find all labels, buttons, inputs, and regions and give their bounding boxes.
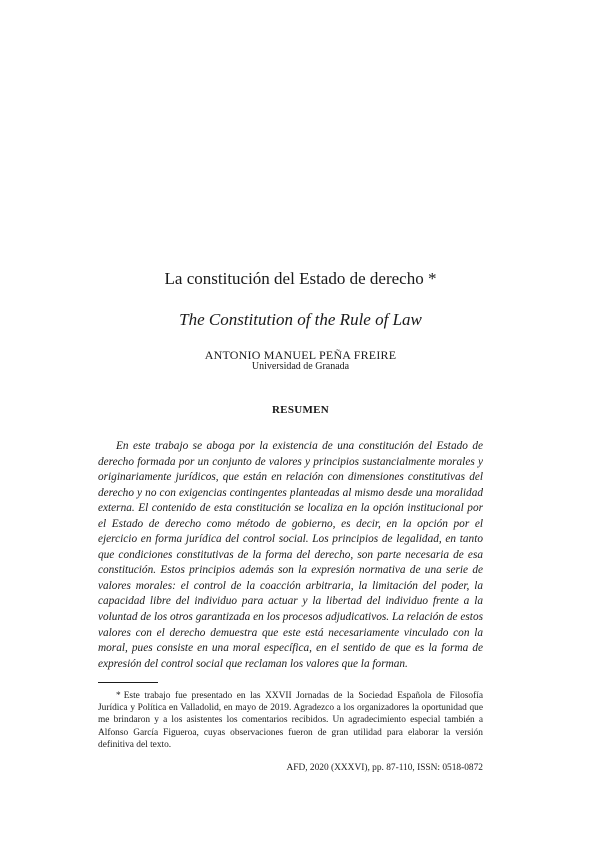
abstract-heading: RESUMEN [271,404,330,416]
abstract-text: En este trabajo se aboga por la existencia de una constitución del Estado de derecho formada por un conjunto de valores y principios sustancialmente morales y originariamente jurídicos, que están en relación con dimensiones constitutivas del derecho y no con exigencias contingentes planteadas al mismo desde una moralidad externa. El contenido de esta constitución se localiza en la opción institucional por el Estado de derecho como método de gobierno, es decir, en la opción por el ejercicio en forma jurídica del control social. Los principios de legalidad, en tanto que condiciones constitutivas de la forma del derecho, son parte necesaria de esa constitución. Estos principios además son la expresión normativa de una serie de valores morales: el control de la coacción arbitraria, la limitación del poder, la capacidad libre del individuo para actuar y la libertad del individuo frente a la voluntad de los otros garantizada en los procesos adjudicativos. La relación de estos valores con el derecho demuestra que este está necesariamente vinculado con la moral, pues consiste en una moral específica, en el sentido de que es la forma de expresión del control social que reclaman los valores que la forman. [98,440,483,670]
article-title-english: The Constitution of the Rule of Law [179,310,422,329]
footnote-divider [98,682,158,683]
author-affiliation: Universidad de Granada [251,361,350,372]
footnote-text: Este trabajo fue presentado en las XXVII Jornadas de la Sociedad Española de Filosofía Jurídica y Política en Valladolid, en mayo de 2019. Agradezco a los organizadores la oportunidad que me brindaron y a los asistentes los comentarios recibidos. Un agradecimiento especial también a Alfonso García Figueroa, cuyas observaciones fueron de gran utilidad para elaborar la versión definitiva del texto. [98,691,483,750]
footnote [98,690,483,751]
journal-citation: AFD, 2020 (XXXVI), pp. 87-110, ISSN: 0518-0872 [286,763,483,773]
footnote-marker: * [116,691,121,701]
author-name: ANTONIO MANUEL PEÑA FREIRE [204,348,397,362]
article-title: La constitución del Estado de derecho * [164,269,437,288]
